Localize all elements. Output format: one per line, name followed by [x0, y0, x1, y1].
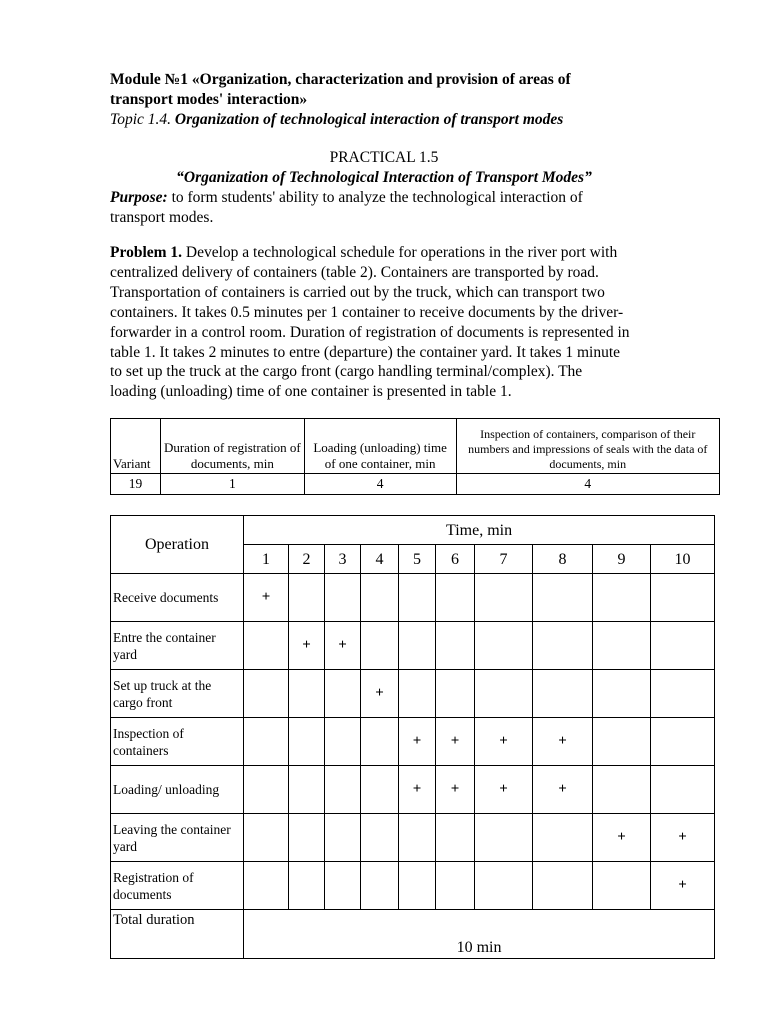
topic-title: Organization of technological interaction of transport modes [174, 111, 564, 128]
problem-line-2: centralized delivery of containers (table 2). Containers are transported by road. [110, 264, 599, 281]
schedule-row [111, 574, 715, 622]
schedule-mark: + [651, 862, 715, 910]
schedule-cell [361, 574, 399, 622]
problem-line-6: table 1. It takes 2 minutes to entre (departure) the container yard. It takes 1 minute [110, 344, 621, 361]
problem-line-5: forwarder in a control room. Duration of registration of documents is represented in [110, 324, 630, 341]
schedule-table [110, 515, 715, 959]
schedule-mark: + [651, 814, 715, 862]
problem-line-7: to set up the truck at the cargo front (cargo handling terminal/complex). The [110, 363, 583, 380]
schedule-cell [475, 862, 533, 910]
schedule-cell [436, 574, 475, 622]
schedule-cell [244, 622, 289, 670]
schedule-row [111, 622, 715, 670]
schedule-mark: + [399, 718, 436, 766]
operation-label: Inspection of containers [111, 718, 244, 766]
schedule-mark: + [593, 814, 651, 862]
schedule-cell [325, 862, 361, 910]
schedule-cell [244, 718, 289, 766]
registration-duration-header: Duration of registration of documents, min [160, 419, 304, 474]
schedule-cell [289, 766, 325, 814]
operation-label: Leaving the container yard [111, 814, 244, 862]
minute-header-6: 6 [436, 545, 475, 574]
schedule-row [111, 862, 715, 910]
total-duration-row [111, 910, 715, 959]
schedule-mark: + [533, 766, 593, 814]
schedule-cell [593, 670, 651, 718]
schedule-mark: + [289, 622, 325, 670]
loading-time-value: 4 [304, 474, 456, 495]
schedule-cell [533, 574, 593, 622]
schedule-mark: + [361, 670, 399, 718]
schedule-cell [533, 862, 593, 910]
module-title-line2: transport modes' interaction» [110, 91, 308, 108]
schedule-cell [289, 862, 325, 910]
schedule-cell [325, 574, 361, 622]
schedule-row [111, 814, 715, 862]
total-duration-value: 10 min [244, 910, 715, 959]
variant-table-header-row [111, 419, 720, 474]
problem-label: Problem 1. [110, 244, 183, 261]
module-title-line1: Module №1 «Organization, characterization and provision of areas of [110, 71, 571, 88]
schedule-cell [244, 670, 289, 718]
schedule-cell [593, 622, 651, 670]
schedule-cell [289, 574, 325, 622]
schedule-cell [651, 718, 715, 766]
schedule-cell [593, 718, 651, 766]
schedule-row [111, 718, 715, 766]
schedule-cell [289, 814, 325, 862]
schedule-mark: + [533, 718, 593, 766]
schedule-cell [533, 670, 593, 718]
schedule-cell [399, 622, 436, 670]
schedule-cell [361, 718, 399, 766]
schedule-cell [475, 670, 533, 718]
schedule-mark: + [325, 622, 361, 670]
purpose-line2: transport modes. [110, 209, 214, 226]
inspection-header: Inspection of containers, comparison of their numbers and impressions of seals with the data of documents, min [456, 419, 719, 474]
problem-text-1: Develop a technological schedule for operations in the river port with [182, 244, 618, 261]
schedule-cell [399, 814, 436, 862]
operation-label: Registration of documents [111, 862, 244, 910]
minute-header-3: 3 [325, 545, 361, 574]
schedule-cell [436, 670, 475, 718]
minute-header-4: 4 [361, 545, 399, 574]
problem-line-4: containers. It takes 0.5 minutes per 1 container to receive documents by the driver- [110, 304, 624, 321]
variant-header: Variant [111, 419, 161, 474]
minute-header-7: 7 [475, 545, 533, 574]
practical-number: PRACTICAL 1.5 [329, 149, 439, 166]
purpose-line1 [110, 188, 583, 207]
operation-header: Operation [111, 516, 244, 574]
schedule-cell [399, 574, 436, 622]
schedule-cell [651, 622, 715, 670]
variant-table [110, 418, 720, 495]
schedule-mark: + [436, 718, 475, 766]
purpose-text: to form students' ability to analyze the technological interaction of [167, 189, 583, 206]
schedule-cell [244, 862, 289, 910]
topic-line [110, 110, 563, 129]
schedule-cell [533, 622, 593, 670]
total-duration-label: Total duration [111, 910, 244, 959]
schedule-cell [244, 766, 289, 814]
schedule-cell [325, 670, 361, 718]
operation-label: Set up truck at the cargo front [111, 670, 244, 718]
schedule-cell [436, 622, 475, 670]
schedule-cell [361, 766, 399, 814]
schedule-mark: + [436, 766, 475, 814]
time-header: Time, min [244, 516, 715, 545]
schedule-cell [289, 670, 325, 718]
schedule-cell [533, 814, 593, 862]
schedule-cell [361, 862, 399, 910]
minute-header-9: 9 [593, 545, 651, 574]
schedule-cell [361, 622, 399, 670]
schedule-cell [244, 814, 289, 862]
minute-header-2: 2 [289, 545, 325, 574]
schedule-cell [475, 622, 533, 670]
minute-header-1: 1 [244, 545, 289, 574]
schedule-mark: + [475, 766, 533, 814]
practical-title: “Organization of Technological Interaction of Transport Modes” [176, 169, 592, 186]
problem-line-1 [110, 243, 617, 262]
schedule-cell [399, 862, 436, 910]
schedule-cell [593, 862, 651, 910]
problem-line-8: loading (unloading) time of one container is presented in table 1. [110, 383, 512, 400]
schedule-cell [289, 718, 325, 766]
registration-duration-value: 1 [160, 474, 304, 495]
schedule-cell [475, 574, 533, 622]
schedule-mark: + [244, 574, 289, 622]
schedule-cell [651, 766, 715, 814]
purpose-label: Purpose: [110, 189, 168, 206]
minute-header-5: 5 [399, 545, 436, 574]
schedule-cell [325, 718, 361, 766]
loading-time-header: Loading (unloading) time of one container, min [304, 419, 456, 474]
schedule-cell [593, 766, 651, 814]
schedule-cell [436, 814, 475, 862]
schedule-mark: + [475, 718, 533, 766]
inspection-value: 4 [456, 474, 719, 495]
minute-header-8: 8 [533, 545, 593, 574]
schedule-cell [593, 574, 651, 622]
minute-header-10: 10 [651, 545, 715, 574]
variant-table-value-row [111, 474, 720, 495]
schedule-cell [325, 814, 361, 862]
schedule-cell [651, 574, 715, 622]
schedule-mark: + [399, 766, 436, 814]
schedule-cell [399, 670, 436, 718]
schedule-cell [436, 862, 475, 910]
schedule-cell [475, 814, 533, 862]
operation-label: Receive documents [111, 574, 244, 622]
variant-value: 19 [111, 474, 161, 495]
operation-label: Entre the container yard [111, 622, 244, 670]
operation-label: Loading/ unloading [111, 766, 244, 814]
schedule-row [111, 670, 715, 718]
schedule-cell [361, 814, 399, 862]
schedule-cell [651, 670, 715, 718]
schedule-row [111, 766, 715, 814]
topic-prefix: Topic 1.4. [110, 111, 175, 128]
problem-line-3: Transportation of containers is carried out by the truck, which can transport two [110, 284, 605, 301]
schedule-header-row [111, 516, 715, 545]
schedule-cell [325, 766, 361, 814]
